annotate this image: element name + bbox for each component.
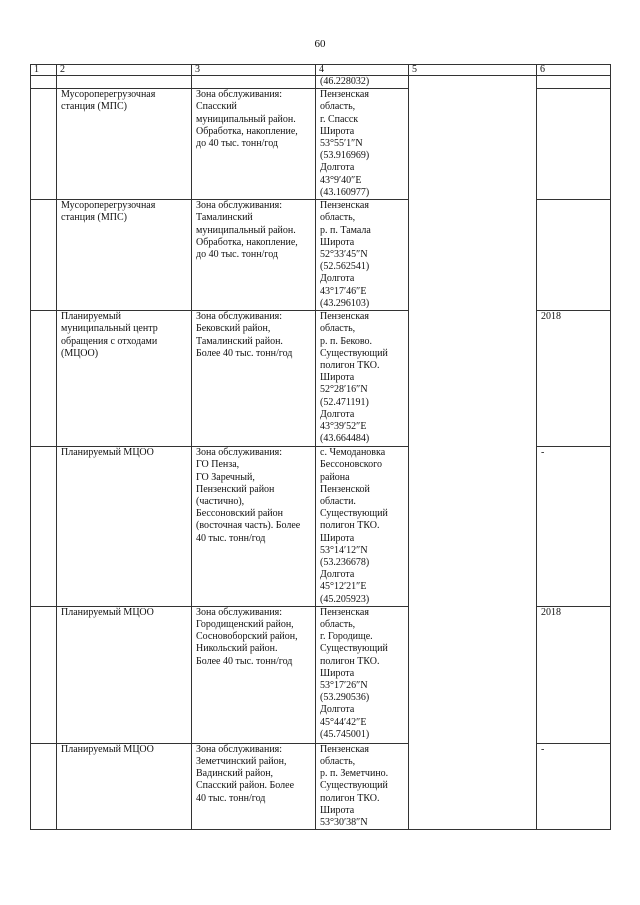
facility-name: Планируемый МЦОО: [61, 606, 154, 618]
cell-location: [316, 743, 409, 829]
cell-zone: [192, 606, 316, 743]
cell-location: [316, 606, 409, 743]
column-number-4: 4: [316, 65, 409, 76]
year-text: -: [541, 743, 545, 755]
cell-index: [31, 200, 57, 311]
document-table: [30, 64, 611, 830]
cell-name: [57, 76, 192, 89]
cell-name: [57, 311, 192, 447]
cell-location: [316, 89, 409, 200]
cell-year: [537, 447, 611, 607]
cell-zone: [192, 200, 316, 311]
cell-year: [537, 743, 611, 829]
year-text: -: [541, 447, 545, 459]
location-text: Пензенская область, р. п. Беково. Существующий полигон ТКО. Широта 52°28′16″N (52.471191) Долгота 43°39′52″E (43.664484): [320, 311, 388, 445]
cell-name: [57, 447, 192, 607]
service-zone: Зона обслуживания: Бековский район, Тамалинский район. Более 40 тыс. тонн/год: [196, 311, 293, 359]
cell-location: [316, 76, 409, 89]
cell-index: [31, 606, 57, 743]
location-text: с. Чемодановка Бессоновского района Пензенской области. Существующий полигон ТКО. Широта 53°14′12″N (53.236678) Долгота 45°12′21″E (45.205923): [320, 447, 388, 605]
cell-name: [57, 200, 192, 311]
cell-zone: [192, 311, 316, 447]
column-number-2: 2: [57, 65, 192, 76]
cell-index: [31, 311, 57, 447]
facility-name: Мусороперегрузочная станция (МПС): [61, 200, 156, 224]
column-number-1: 1: [31, 65, 57, 76]
cell-index: [31, 743, 57, 829]
cell-index: [31, 447, 57, 607]
column-number-3: 3: [192, 65, 316, 76]
cell-name: [57, 743, 192, 829]
service-zone: Зона обслуживания: Городищенский район, Сосновоборский район, Никольский район. Более 40 тыс. тонн/год: [196, 606, 298, 667]
cell-index: [31, 89, 57, 200]
cell-zone: [192, 743, 316, 829]
column-number-row: [31, 65, 611, 76]
cell-location: [316, 447, 409, 607]
facility-name: Планируемый МЦОО: [61, 447, 154, 459]
location-text: Пензенская область, р. п. Тамала Широта 52°33′45″N (52.562541) Долгота 43°17′46″E (43.296103): [320, 200, 371, 309]
carry-over-row: [31, 76, 611, 89]
cell-name: [57, 89, 192, 200]
facility-name: Мусороперегрузочная станция (МПС): [61, 89, 156, 113]
cell-name: [57, 606, 192, 743]
year-text: 2018: [541, 606, 561, 618]
facility-name: Планируемый МЦОО: [61, 743, 154, 755]
cell-year: [537, 89, 611, 200]
cell-location: [316, 200, 409, 311]
column-number-6: 6: [537, 65, 611, 76]
service-zone: Зона обслуживания: Тамалинский муниципальный район. Обработка, накопление, до 40 тыс. тонн/год: [196, 200, 298, 261]
cell-location: [316, 311, 409, 447]
cell-year: [537, 76, 611, 89]
cell-zone: [192, 76, 316, 89]
location-text: Пензенская область, г. Спасск Широта 53°55′1″N (53.916969) Долгота 43°9′40″E (43.160977): [320, 89, 370, 198]
service-zone: Зона обслуживания: Спасский муниципальный район. Обработка, накопление, до 40 тыс. тонн/год: [196, 89, 298, 150]
cell-zone: [192, 89, 316, 200]
cell-zone: [192, 447, 316, 607]
year-text: 2018: [541, 311, 561, 323]
cell-year: [537, 200, 611, 311]
service-zone: Зона обслуживания: Земетчинский район, Вадинский район, Спасский район. Более 40 тыс. тонн/год: [196, 743, 295, 804]
cell-year: [537, 311, 611, 447]
facility-name: Планируемый муниципальный центр обращения с отходами (МЦОО): [61, 311, 158, 359]
column-number-5: 5: [409, 65, 537, 76]
page-number: 60: [314, 38, 326, 50]
cell-index: [31, 76, 57, 89]
cell-year: [537, 606, 611, 743]
cell-column-5-merged: [409, 76, 537, 830]
service-zone: Зона обслуживания: ГО Пенза, ГО Заречный, Пензенский район (частично), Бессоновский район (восточная часть). Более 40 тыс. тонн/год: [196, 447, 301, 544]
location-text: Пензенская область, р. п. Земетчино. Существующий полигон ТКО. Широта 53°30′38″N: [320, 743, 389, 829]
location-text: (46.228032): [320, 76, 370, 87]
location-text: Пензенская область, г. Городище. Существующий полигон ТКО. Широта 53°17′26″N (53.290536) Долгота 45°44′42″E (45.745001): [320, 606, 388, 740]
